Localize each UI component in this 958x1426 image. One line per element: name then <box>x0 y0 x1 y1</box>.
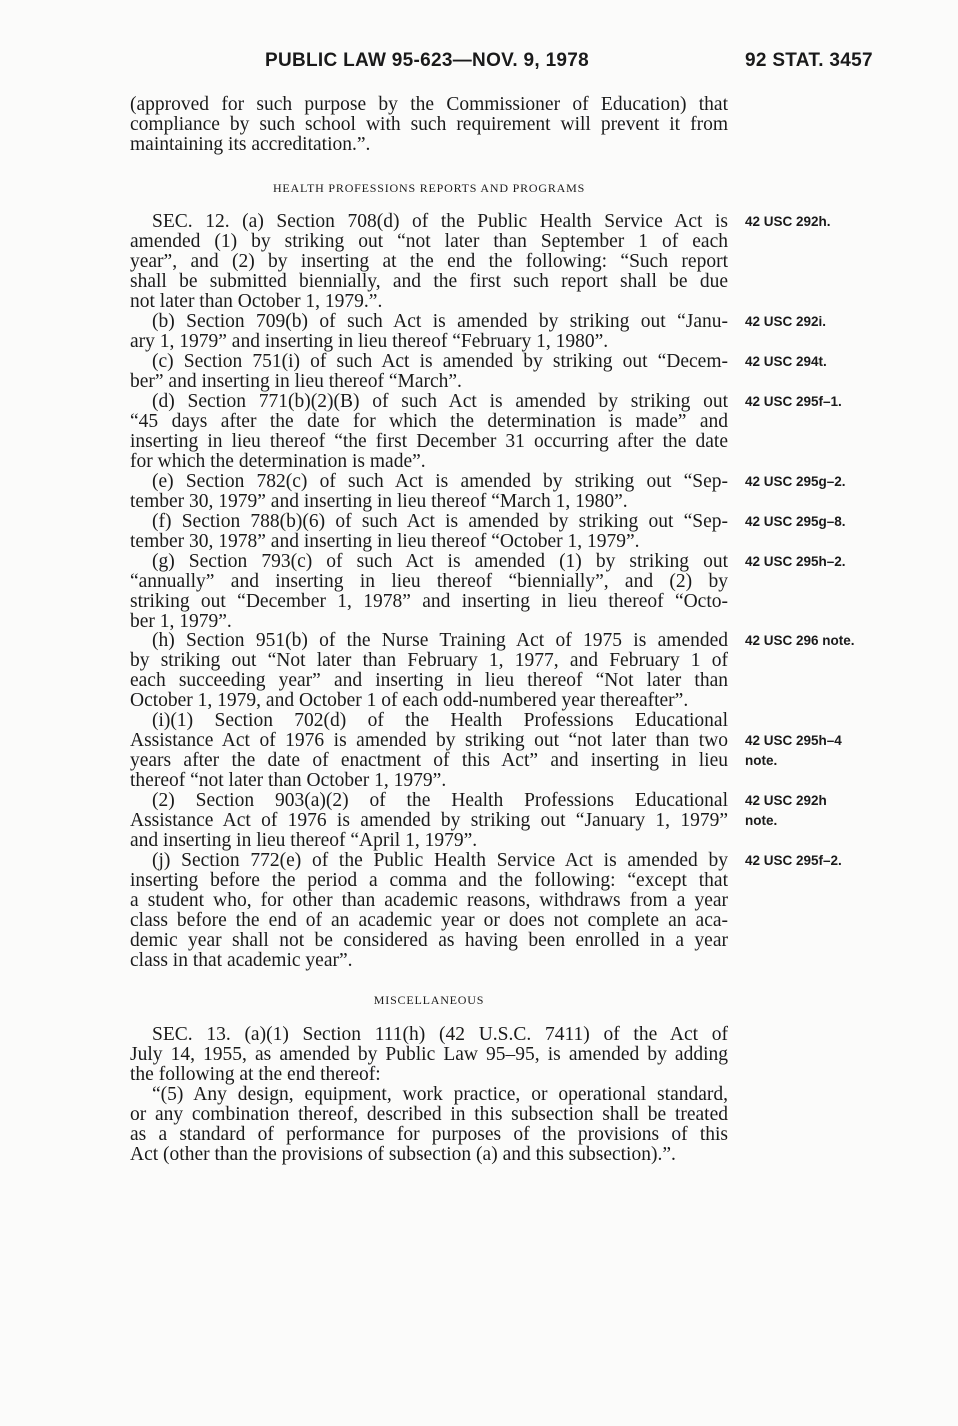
text-line: amended (1) by striking out “not later than September 1 of each <box>130 231 728 252</box>
margin-citation: 42 USC 295f–2. <box>745 853 842 868</box>
text-line: years after the date of enactment of this Act” and inserting in lieu <box>130 750 728 771</box>
text-line: Assistance Act of 1976 is amended by striking out “January 1, 1979” <box>130 810 728 831</box>
text-line: demic year shall not be considered as having been enrolled in a year <box>130 930 728 951</box>
text-line: and inserting in lieu thereof “April 1, 1979”. <box>130 830 478 851</box>
text-line: inserting before the period a comma and the following: “except that <box>130 870 728 891</box>
margin-citation: note. <box>745 753 778 768</box>
text-line: (e) Section 782(c) of such Act is amended by striking out “Sep- <box>152 471 728 492</box>
text-line: as a standard of performance for purposes of the provisions of this <box>130 1124 728 1145</box>
text-line: (approved for such purpose by the Commissioner of Education) that <box>130 94 728 115</box>
text-line: class in that academic year”. <box>130 950 353 971</box>
text-line: October 1, 1979, and October 1 of each odd-numbered year thereafter”. <box>130 690 689 711</box>
text-line: tember 30, 1979” and inserting in lieu thereof “March 1, 1980”. <box>130 491 628 512</box>
text-line: “45 days after the date for which the determination is made” and <box>130 411 728 432</box>
text-line: for which the determination is made”. <box>130 451 426 472</box>
text-line: (j) Section 772(e) of the Public Health Service Act is amended by <box>152 850 728 871</box>
text-line: (g) Section 793(c) of such Act is amended (1) by striking out <box>152 551 728 572</box>
margin-citation: 42 USC 292i. <box>745 314 827 329</box>
margin-citation: 42 USC 295h–4 <box>745 733 842 748</box>
text-line: by striking out “Not later than February 1, 1977, and February 1 of <box>130 650 728 671</box>
margin-citation: 42 USC 295h–2. <box>745 554 846 569</box>
text-line: tember 30, 1978” and inserting in lieu thereof “October 1, 1979”. <box>130 531 640 552</box>
text-line: ber” and inserting in lieu thereof “March”. <box>130 371 462 392</box>
text-line: compliance by such school with such requirement will prevent it from <box>130 114 728 135</box>
text-line: a student who, for other than academic reasons, withdraws from a year <box>130 890 728 911</box>
section-heading: MISCELLANEOUS <box>373 993 485 1007</box>
text-line: (2) Section 903(a)(2) of the Health Professions Educational <box>152 790 728 811</box>
text-line: (d) Section 771(b)(2)(B) of such Act is amended by striking out <box>152 391 728 412</box>
text-line: (f) Section 788(b)(6) of such Act is amended by striking out “Sep- <box>152 511 728 532</box>
text-line: the following at the end thereof: <box>130 1064 381 1085</box>
text-line: maintaining its accreditation.”. <box>130 134 371 155</box>
text-line: year”, and (2) by inserting at the end the following: “Such report <box>130 251 728 272</box>
statute-page-number: 92 STAT. 3457 <box>745 50 873 71</box>
text-line: Act (other than the provisions of subsection (a) and this subsection).”. <box>130 1144 676 1165</box>
text-line: July 14, 1955, as amended by Public Law 95–95, is amended by adding <box>130 1044 728 1065</box>
margin-citation: 42 USC 292h <box>745 793 827 808</box>
text-line: (h) Section 951(b) of the Nurse Training Act of 1975 is amended <box>152 630 728 651</box>
text-line: not later than October 1, 1979.”. <box>130 291 383 312</box>
margin-citation: 42 USC 295g–2. <box>745 474 846 489</box>
margin-citation: note. <box>745 813 778 828</box>
text-line: shall be submitted biennially, and the first such report shall be due <box>130 271 728 292</box>
text-line: thereof “not later than October 1, 1979”. <box>130 770 447 791</box>
text-line: (i)(1) Section 702(d) of the Health Professions Educational <box>152 710 728 731</box>
running-header-title: PUBLIC LAW 95-623—NOV. 9, 1978 <box>265 50 590 71</box>
text-line: class before the end of an academic year or does not complete an aca- <box>130 910 728 931</box>
margin-citation: 42 USC 296 note. <box>745 633 855 648</box>
margin-citation: 42 USC 295f–1. <box>745 394 842 409</box>
text-line: (c) Section 751(i) of such Act is amended by striking out “Decem- <box>152 351 728 372</box>
text-line: (b) Section 709(b) of such Act is amended by striking out “Janu- <box>152 311 728 332</box>
text-line: “annually” and inserting in lieu thereof “biennially”, and (2) by <box>130 571 728 592</box>
text-line: each succeeding year” and inserting in lieu thereof “Not later than <box>130 670 728 691</box>
text-line: or any combination thereof, described in this subsection shall be treated <box>130 1104 728 1125</box>
text-line: inserting in lieu thereof “the first December 31 occurring after the date <box>130 431 728 452</box>
margin-citation: 42 USC 294t. <box>745 354 827 369</box>
text-line: striking out “December 1, 1978” and inserting in lieu thereof “Octo- <box>130 591 728 612</box>
text-line: ary 1, 1979” and inserting in lieu thereof “February 1, 1980”. <box>130 331 609 352</box>
section-heading: HEALTH PROFESSIONS REPORTS AND PROGRAMS <box>272 181 586 195</box>
text-line: SEC. 13. (a)(1) Section 111(h) (42 U.S.C. 7411) of the Act of <box>152 1024 728 1045</box>
text-line: Assistance Act of 1976 is amended by striking out “not later than two <box>130 730 728 751</box>
text-line: ber 1, 1979”. <box>130 611 232 632</box>
margin-citation: 42 USC 292h. <box>745 214 831 229</box>
text-line: SEC. 12. (a) Section 708(d) of the Public Health Service Act is <box>152 211 728 232</box>
margin-citation: 42 USC 295g–8. <box>745 514 846 529</box>
text-line: “(5) Any design, equipment, work practice, or operational standard, <box>152 1084 728 1105</box>
